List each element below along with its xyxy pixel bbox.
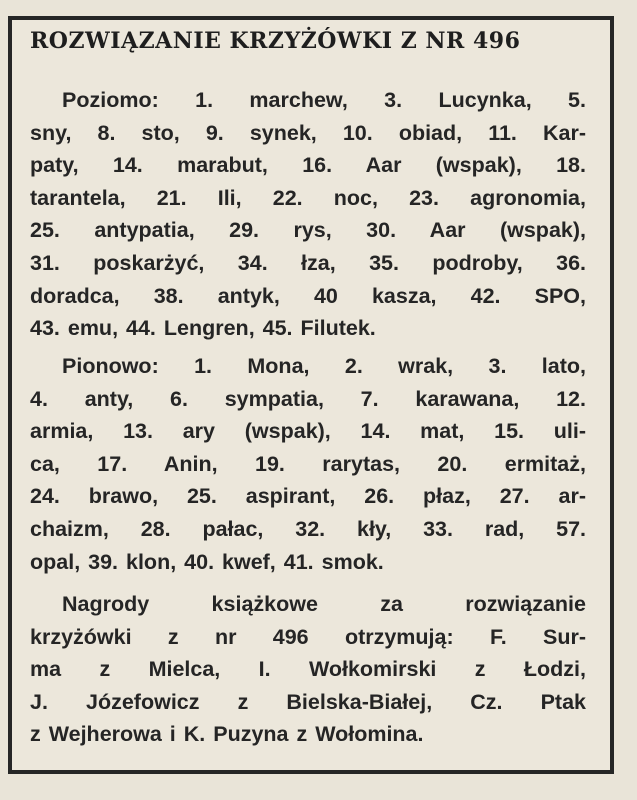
text-line: 31. poskarżyć, 34. łza, 35. podroby, 36. [30,250,586,275]
poziomo-paragraph [30,84,586,345]
text-line: Nagrody książkowe za rozwiązanie [62,592,586,616]
text-line: tarantela, 21. Ili, 22. noc, 23. agronomia, [30,185,586,210]
text-line: 4. anty, 6. sympatia, 7. karawana, 12. [30,386,586,411]
pionowo-paragraph [30,350,586,578]
text-line: paty, 14. marabut, 16. Aar (wspak), 18. [30,153,586,178]
text-line: 24. brawo, 25. aspirant, 26. płaz, 27. ar- [30,484,586,509]
text-line: z Wejherowa i K. Puzyna z Wołomina. [30,722,424,747]
article-title: ROZWIĄZANIE KRZYŻÓWKI Z NR 496 [30,28,521,54]
text-line: chaizm, 28. pałac, 32. kły, 33. rad, 57. [30,516,586,541]
text-line: sny, 8. sto, 9. synek, 10. obiad, 11. Kar- [30,120,586,145]
text-line: ma z Mielca, I. Wołkomirski z Łodzi, [30,657,586,682]
text-line: 43. emu, 44. Lengren, 45. Filutek. [30,316,376,341]
text-line: Pionowo: 1. Mona, 2. wrak, 3. lato, [62,354,586,378]
text-line: opal, 39. klon, 40. kwef, 41. smok. [30,549,384,574]
text-line: ca, 17. Anin, 19. rarytas, 20. ermitaż, [30,451,586,476]
nagrody-paragraph [30,588,586,751]
text-line: krzyżówki z nr 496 otrzymują: F. Sur- [30,624,586,649]
text-line: J. Józefowicz z Bielska-Białej, Cz. Ptak [30,689,586,714]
text-line: doradca, 38. antyk, 40 kasza, 42. SPO, [30,283,586,308]
text-line: armia, 13. ary (wspak), 14. mat, 15. uli- [30,419,586,444]
text-line: 25. antypatia, 29. rys, 30. Aar (wspak), [30,218,586,243]
text-line: Poziomo: 1. marchew, 3. Lucynka, 5. [62,88,586,112]
